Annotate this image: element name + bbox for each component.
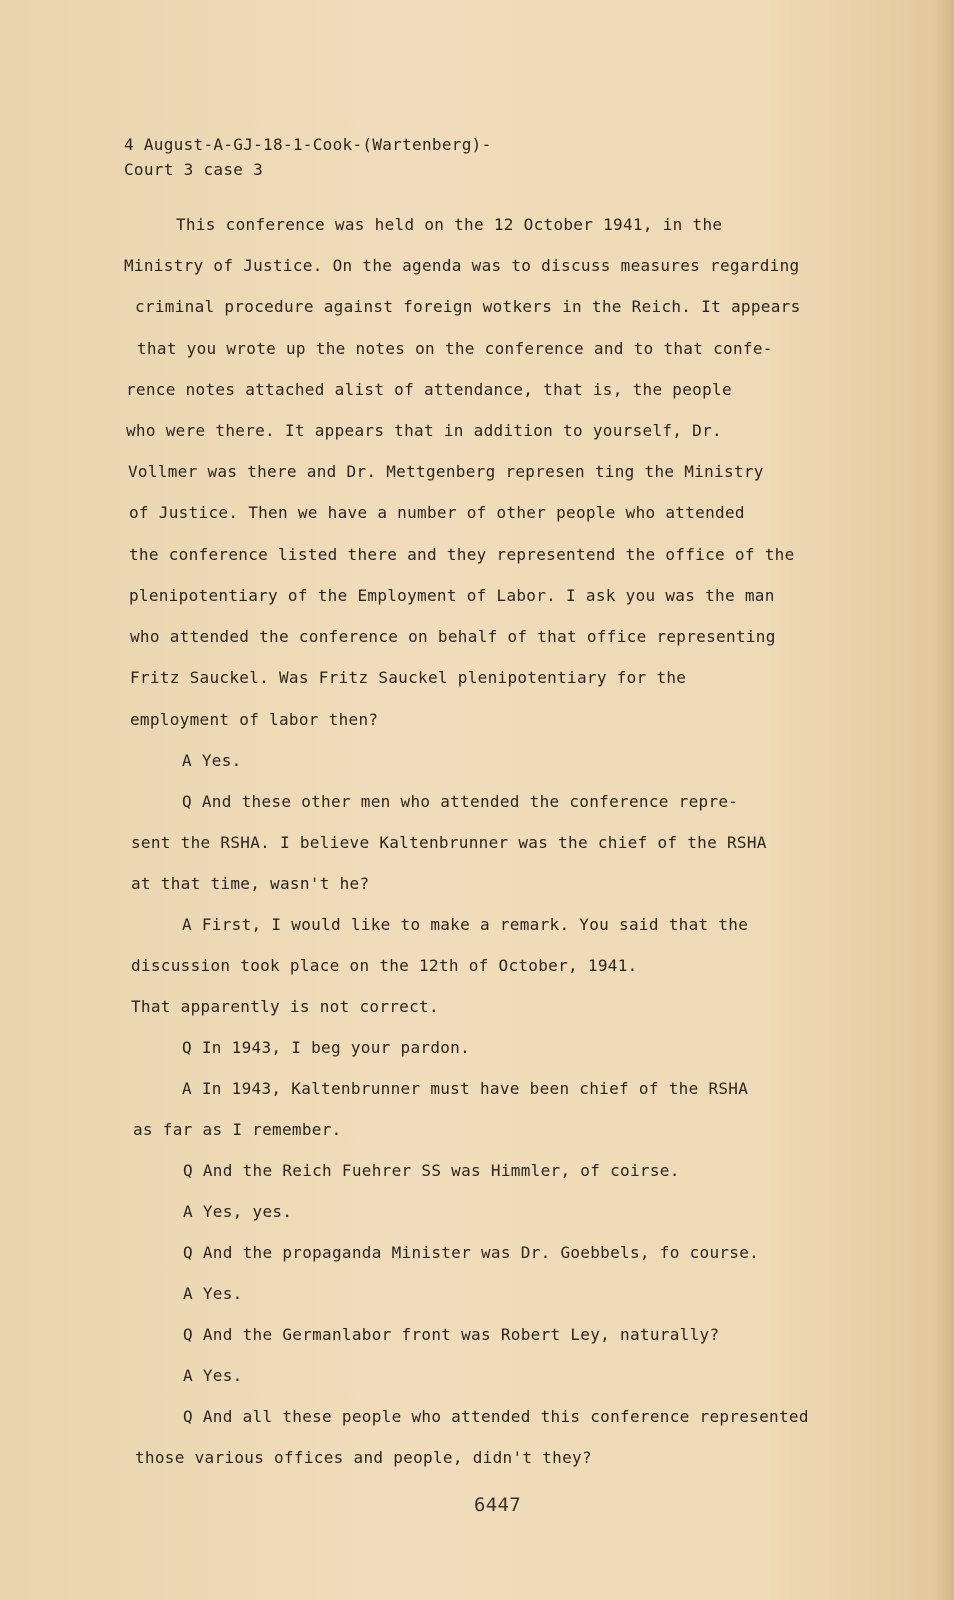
- body-line: sent the RSHA. I believe Kaltenbrunner was the chief of the RSHA: [131, 833, 767, 852]
- question-line: Q And the Germanlabor front was Robert Ley, naturally?: [183, 1325, 720, 1344]
- question-line: Q And the Reich Fuehrer SS was Himmler, of coirse.: [183, 1161, 680, 1180]
- answer-line: A Yes.: [182, 751, 242, 770]
- body-line: Vollmer was there and Dr. Mettgenberg represen ting the Ministry: [128, 462, 764, 481]
- question-line: Q And these other men who attended the conference repre-: [182, 792, 739, 811]
- answer-line: A First, I would like to make a remark. You said that the: [182, 915, 749, 934]
- question-line: Q In 1943, I beg your pardon.: [182, 1038, 471, 1057]
- body-line: at that time, wasn't he?: [131, 874, 370, 893]
- page-number: 6447: [474, 1494, 521, 1516]
- body-line: That apparently is not correct.: [131, 997, 439, 1016]
- body-line: discussion took place on the 12th of October, 1941.: [131, 956, 638, 975]
- body-line: of Justice. Then we have a number of other people who attended: [129, 503, 745, 522]
- body-line: who attended the conference on behalf of that office representing: [130, 627, 776, 646]
- answer-line: A Yes.: [183, 1284, 243, 1303]
- body-line: Fritz Sauckel. Was Fritz Sauckel plenipotentiary for the: [130, 668, 687, 687]
- body-line: who were there. It appears that in addition to yourself, Dr.: [126, 421, 722, 440]
- body-line: the conference listed there and they representend the office of the: [129, 545, 795, 564]
- body-line: plenipotentiary of the Employment of Labor. I ask you was the man: [129, 586, 775, 605]
- body-line: employment of labor then?: [130, 710, 379, 729]
- body-line: This conference was held on the 12 October 1941, in the: [176, 215, 723, 234]
- answer-line: A Yes, yes.: [183, 1202, 293, 1221]
- body-line: as far as I remember.: [133, 1120, 342, 1139]
- body-line: Ministry of Justice. On the agenda was to discuss measures regarding: [124, 256, 800, 275]
- answer-line: A In 1943, Kaltenbrunner must have been chief of the RSHA: [182, 1079, 749, 1098]
- question-line: Q And the propaganda Minister was Dr. Goebbels, fo course.: [183, 1243, 760, 1262]
- header-session-line: 4 August-A-GJ-18-1-Cook-(Wartenberg)-: [124, 135, 492, 154]
- body-line: that you wrote up the notes on the conference and to that confe-: [137, 339, 773, 358]
- answer-line: A Yes.: [183, 1366, 243, 1385]
- body-line: criminal procedure against foreign wotkers in the Reich. It appears: [135, 297, 801, 316]
- body-line: those various offices and people, didn't they?: [135, 1448, 592, 1467]
- body-line: rence notes attached alist of attendance, that is, the people: [126, 380, 732, 399]
- header-court-line: Court 3 case 3: [124, 160, 264, 179]
- question-line: Q And all these people who attended this conference represented: [183, 1407, 809, 1426]
